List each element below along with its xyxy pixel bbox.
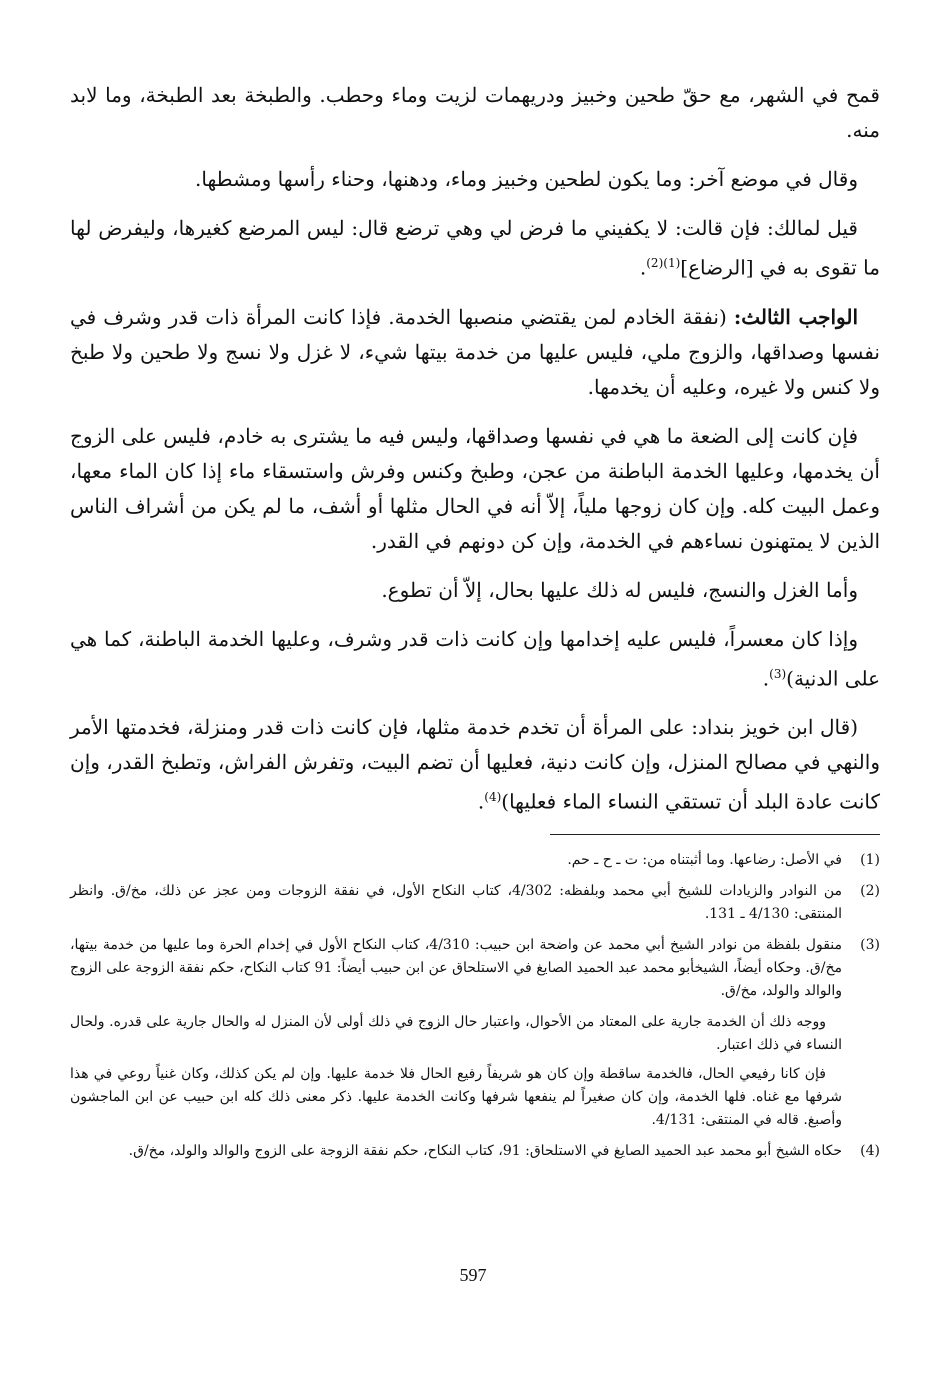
paragraph-text: (قال ابن خويز بنداد: على المرأة أن تخدم خدمة مثلها، فإن كانت ذات قدر ومنزلة، فخدمتها الأمر والنهي في مصالح المنزل، وإن كانت دنية، فعليها أن تضم البيت، وتفرش الفراش، وتطبخ القدر، وإن كانت عادة البلد أن تستقي النساء الماء فعليها) [70,715,880,814]
paragraph [70,162,880,197]
main-text [70,78,880,820]
footnote-number: (1) [860,851,880,868]
paragraph-text: . [477,789,485,814]
footnotes [70,849,880,1163]
footnote-paragraph: ووجه ذلك أن الخدمة جارية على المعتاد من الأحوال، واعتبار حال الزوج في ذلك أولى لأن المنزل له والحال جارية على قدره. ولحال النساء في ذلك اعتبار. [70,1013,842,1053]
paragraph [70,573,880,608]
footnote-text: في الأصل: رضاعها. وما أثبتناه من: ت ـ ح ـ حم. [567,851,842,868]
footnote-number: (2) [860,882,880,899]
footnote-continuation [70,1011,880,1132]
footnote [70,1140,880,1163]
paragraph [70,300,880,405]
paragraph-text: وإذا كان معسراً، فليس عليه إخدامها وإن كانت ذات قدر وشرف، وعليها الخدمة الباطنة، كما هي على الدنية) [70,626,880,691]
paragraph-text: . [639,255,647,280]
paragraph-text: قيل لمالك: فإن قالت: لا يكفيني ما فرض لي وهي ترضع قال: ليس المرضع كغيرها، وليفرض لها ما تقوى به في [الرضاع] [70,216,880,280]
footnote [70,849,880,872]
footnote-ref: (1)(2) [646,256,681,270]
page-number: 597 [459,1265,487,1285]
section-heading: الواجب الثالث: [733,304,858,329]
footnote-divider [550,834,880,835]
footnote-text: منقول بلفظة من نوادر الشيخ أبي محمد عن واضحة ابن حبيب: 4/310، كتاب النكاح الأول في إخدام الحرة وما عليها من خدمة بيتها، مخ/ق. وحكاه أيضاً، الشيخأبو محمد عبد الحميد الصايغ في الاستلحاق عن ابن حبيب أيضاً: 91 كتاب النكاح، حكم نفقة الزوجة على الزوج والوالد والولد، مخ/ق. [70,936,842,999]
footnote-number: (4) [860,1142,880,1159]
paragraph-text: وقال في موضع آخر: وما يكون لطحين وخبيز وماء، ودهنها، وحناء رأسها ومشطها. [195,167,858,191]
paragraph-text: فإن كانت إلى الضعة ما هي في نفسها وصداقها، وليس فيه ما يشترى به خادم، فليس على الزوج أن يخدمها، وعليها الخدمة الباطنة من عجن، وطبخ وكنس وفرش واستسقاء ماء إذا كان الماء معها، وعمل البيت كله. وإن كان زوجها ملياً، إلاّ أنه في الحال مثلها أو أشف، ما لم يكن من أشراف الناس الذين لا يمتهنون نساءهم في الخدمة، وإن كن دونهم في القدر. [70,423,880,553]
footnote [70,880,880,926]
paragraph-text: . [762,666,770,691]
paragraph [70,710,880,820]
footnote-number: (3) [860,936,880,953]
footnote-paragraph: فإن كانا رفيعي الحال، فالخدمة ساقطة وإن كان هو شريفاً رفيع الحال فلا خدمة عليها. وإن لم يكن كذلك، وكان غنياً روعي في هذا شرفها مع غناه. فلها الخدمة، وإن كان صغيراً لم ينفعها شرفها وكانت الخدمة عليها. ذكر معنى ذلك كله ابن حبيب عن ابن الماجشون وأصبغ. قاله في المنتقى: 4/131. [70,1065,843,1128]
paragraph [70,419,880,559]
paragraph-text: قمح في الشهر، مع حقّ طحين وخبيز ودريهمات لزيت وماء وحطب. والطبخة بعد الطبخة، وما لابد منه. [70,83,880,142]
footnote-ref: (4) [484,790,502,805]
footnote [70,934,880,1003]
paragraph [70,211,880,286]
paragraph [70,78,880,148]
paragraph-text: وأما الغزل والنسج، فليس له ذلك عليها بحال، إلاّ أن تطوع. [381,577,858,602]
footnote-text: من النوادر والزيادات للشيخ أبي محمد وبلفظه: 4/302، كتاب النكاح الأول، في نفقة الزوجات ومن عجز عن ذلك، مخ/ق. وانظر المنتقى: 4/130 ـ 131. [70,882,842,922]
paragraph [70,622,880,697]
paragraph-text: (نفقة الخادم لمن يقتضي منصبها الخدمة. فإذا كانت المرأة ذات قدر وشرف في نفسها وصداقها، والزوج ملي، فليس عليها من خدمة بيتها شيء، لا غزل ولا نسج ولا طحين ولا طبخ ولا كنس ولا غيره، وعليه أن يخدمها. [70,304,880,399]
footnote-text: حكاه الشيخ أبو محمد عبد الحميد الصايغ في الاستلحاق: 91، كتاب النكاح، حكم نفقة الزوجة على الزوج والوالد والولد، مخ/ق. [128,1142,842,1159]
footnote-ref: (3) [769,666,787,681]
